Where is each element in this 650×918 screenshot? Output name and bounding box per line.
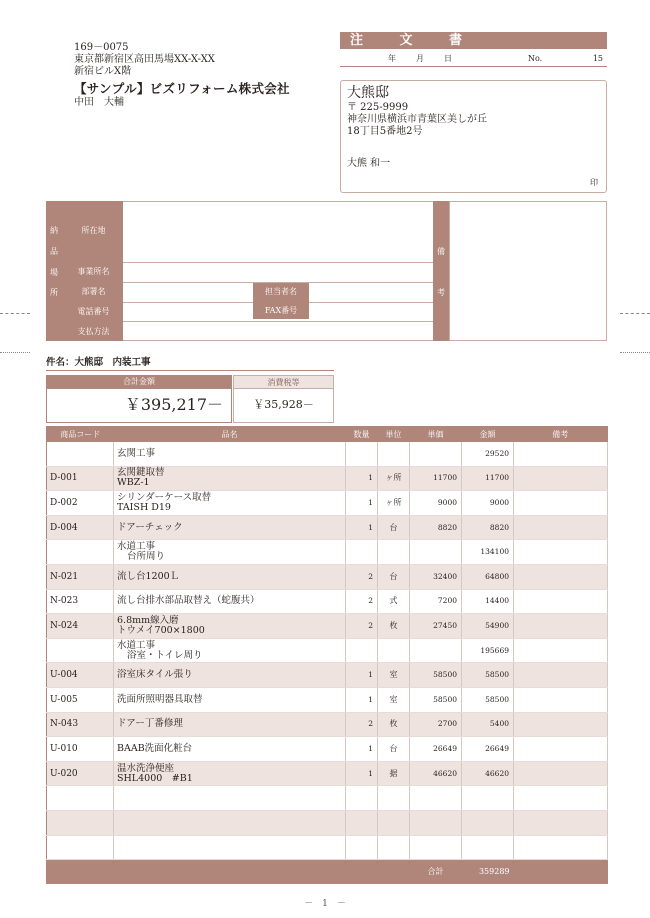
cell-quantity: 1 — [346, 515, 378, 540]
table-row — [47, 638, 608, 663]
cell-amount: 14400 — [462, 589, 514, 614]
cell-item-name — [114, 515, 346, 540]
delivery-section — [46, 201, 607, 341]
cell-unit — [378, 638, 410, 663]
table-header-row — [47, 427, 608, 442]
item-name-line-1: 温水洗浄便座 — [117, 762, 175, 774]
footer-total-label: 合計 — [410, 860, 462, 884]
tax-value: ￥35,928－ — [233, 389, 334, 423]
delivery-fields — [123, 201, 450, 341]
item-name-line-2: WBZ-1 — [117, 477, 150, 489]
table-row — [47, 663, 608, 688]
sender-person: 中田 大輔 — [74, 97, 124, 108]
cell-amount: 29520 — [462, 442, 514, 467]
cell-item-name — [114, 761, 346, 786]
table-row — [47, 442, 608, 467]
cell-amount: 134100 — [462, 540, 514, 565]
cell-unit: 台 — [378, 515, 410, 540]
cell-code: N-024 — [47, 614, 114, 639]
cell-code: N-021 — [47, 564, 114, 589]
cell-item-name — [114, 614, 346, 639]
cell-amount: 195669 — [462, 638, 514, 663]
table-row — [47, 810, 608, 835]
cell-code: D-001 — [47, 466, 114, 491]
cell-code: U-005 — [47, 687, 114, 712]
cell-item-name — [114, 687, 346, 712]
table-row — [47, 540, 608, 565]
cell-unit-price: 58500 — [410, 663, 462, 688]
cell-unit — [378, 835, 410, 860]
item-name-line-1: BAAB洗面化粧台 — [117, 742, 193, 754]
cell-quantity — [346, 638, 378, 663]
items-table — [46, 426, 607, 884]
cell-code: U-004 — [47, 663, 114, 688]
cell-remarks — [514, 540, 608, 565]
office-name-label: 事業所名 — [77, 267, 110, 276]
table-row — [47, 515, 608, 540]
item-name-line-2: TAISH D19 — [117, 501, 171, 513]
table-row — [47, 737, 608, 762]
table-row — [47, 564, 608, 589]
cell-remarks — [514, 491, 608, 516]
cell-unit-price — [410, 442, 462, 467]
header-unit-price: 単価 — [410, 427, 462, 442]
sender-company: 【サンプル】ビズリフォーム株式会社 — [74, 81, 290, 96]
delivery-vert-char: 所 — [50, 288, 58, 297]
delivery-vert-char: 納 — [50, 226, 58, 235]
item-name-line-1: 流し台1200Ｌ — [117, 570, 180, 582]
cell-unit-price: 11700 — [410, 466, 462, 491]
cell-unit: ヶ所 — [378, 466, 410, 491]
cell-quantity — [346, 540, 378, 565]
cell-unit-price: 58500 — [410, 687, 462, 712]
recipient-postal: 〒 225-9999 — [347, 102, 409, 113]
number-value: 15 — [592, 54, 603, 63]
cell-code: U-010 — [47, 737, 114, 762]
item-name-line-2: 浴室・トイレ周り — [127, 649, 203, 661]
cell-quantity — [346, 835, 378, 860]
delivery-vert-char: 場 — [50, 268, 58, 277]
cell-quantity: 1 — [346, 491, 378, 516]
item-name-line-1: 水道工事 — [117, 541, 156, 553]
cell-unit: 台 — [378, 737, 410, 762]
field-divider — [123, 321, 450, 322]
cell-unit: 室 — [378, 663, 410, 688]
header-code: 商品コード — [47, 427, 114, 442]
remarks-header — [433, 201, 449, 341]
cell-remarks — [514, 687, 608, 712]
recipient-address-1: 神奈川県横浜市青葉区美しが丘 — [347, 114, 487, 125]
delivery-vert-char: 品 — [50, 247, 58, 256]
table-row — [47, 761, 608, 786]
cell-item-name — [114, 540, 346, 565]
cell-amount: 11700 — [462, 466, 514, 491]
cell-quantity: 2 — [346, 712, 378, 737]
table-row — [47, 589, 608, 614]
cell-code — [47, 540, 114, 565]
table-row — [47, 786, 608, 811]
cell-remarks — [514, 442, 608, 467]
cell-amount: 54900 — [462, 614, 514, 639]
cell-amount: 58500 — [462, 687, 514, 712]
header-amount: 金額 — [462, 427, 514, 442]
cell-amount: 46620 — [462, 761, 514, 786]
cell-quantity: 1 — [346, 737, 378, 762]
cell-item-name — [114, 786, 346, 811]
remarks-box — [449, 201, 607, 341]
cell-quantity: 1 — [346, 687, 378, 712]
footer-total-value: 359289 — [462, 860, 514, 884]
sender-address-1: 東京都新宿区高田馬場XX-X-XX — [74, 54, 215, 65]
subject-line: 件名：大熊邸 内装工事 — [46, 357, 334, 371]
cell-unit — [378, 442, 410, 467]
date-row — [340, 52, 607, 67]
recipient-person: 大熊 和一 — [347, 158, 391, 169]
table-row — [47, 687, 608, 712]
item-name-line-1: 洗面所照明器具取替 — [117, 693, 203, 705]
contact-fax-labels — [253, 283, 309, 319]
item-name-line-1: 6.8mm線入磨 — [117, 614, 179, 626]
total-amount-label: 合計金額 — [46, 375, 232, 389]
cell-remarks — [514, 810, 608, 835]
month-label: 月 — [416, 54, 424, 63]
item-name-line-1: 玄関鍵取替 — [117, 467, 165, 479]
item-name-line-1: ドアー丁番修理 — [117, 718, 183, 730]
cell-amount: 5400 — [462, 712, 514, 737]
item-name-line-2: SHL4000 #B1 — [117, 772, 193, 784]
cell-code: D-004 — [47, 515, 114, 540]
page-number: － 1 － — [304, 899, 346, 909]
payment-method-label: 支払方法 — [77, 327, 110, 336]
cell-unit-price — [410, 835, 462, 860]
cell-amount: 26649 — [462, 737, 514, 762]
item-name-line-1: シリンダーケース取替 — [117, 491, 212, 503]
cell-item-name — [114, 712, 346, 737]
sender-postal: 169－0075 — [74, 42, 129, 53]
cell-unit: 据 — [378, 761, 410, 786]
cell-remarks — [514, 589, 608, 614]
cell-unit: 室 — [378, 687, 410, 712]
day-label: 日 — [444, 54, 452, 63]
item-name-line-1: 水道工事 — [117, 639, 156, 651]
cell-code: N-043 — [47, 712, 114, 737]
document-title: 注 文 書 — [340, 32, 607, 49]
total-amount-value: ￥395,217－ — [46, 389, 232, 423]
cell-code: D-002 — [47, 491, 114, 516]
item-name-line-1: 玄関工事 — [117, 447, 156, 459]
recipient-address-2: 18丁目5番地2号 — [347, 126, 423, 137]
sender-address-2: 新宿ビルX階 — [74, 66, 132, 77]
cut-mark — [0, 313, 30, 314]
delivery-location-header — [46, 201, 64, 341]
cell-remarks — [514, 737, 608, 762]
cell-item-name — [114, 663, 346, 688]
sender-block — [74, 42, 334, 109]
contact-person-label: 担当者名 — [265, 287, 297, 296]
cell-unit-price — [410, 786, 462, 811]
cell-unit-price: 27450 — [410, 614, 462, 639]
year-label: 年 — [388, 54, 396, 63]
cell-unit-price: 32400 — [410, 564, 462, 589]
cell-item-name — [114, 589, 346, 614]
cell-remarks — [514, 515, 608, 540]
remarks-vert-char: 備 — [437, 247, 445, 256]
item-name-line-1: 浴室床タイル張り — [117, 669, 193, 681]
recipient-name: 大熊邸 — [347, 85, 389, 101]
cell-unit-price — [410, 638, 462, 663]
fold-mark — [0, 352, 30, 353]
cell-remarks — [514, 638, 608, 663]
cell-unit: 台 — [378, 564, 410, 589]
cell-quantity: 2 — [346, 564, 378, 589]
cell-quantity — [346, 810, 378, 835]
cell-item-name — [114, 564, 346, 589]
cell-unit-price: 7200 — [410, 589, 462, 614]
cell-item-name — [114, 810, 346, 835]
cell-remarks — [514, 835, 608, 860]
cell-item-name — [114, 466, 346, 491]
location-label: 所在地 — [81, 226, 106, 235]
number-label: No. — [528, 54, 543, 63]
cell-quantity — [346, 442, 378, 467]
cell-unit — [378, 810, 410, 835]
cell-item-name — [114, 737, 346, 762]
header-quantity: 数量 — [346, 427, 378, 442]
phone-label: 電話番号 — [77, 307, 110, 316]
cell-code — [47, 786, 114, 811]
item-name-line-2: トウメイ700×1800 — [117, 624, 205, 636]
recipient-box — [340, 80, 607, 193]
cell-quantity: 1 — [346, 663, 378, 688]
cell-remarks — [514, 614, 608, 639]
cell-code — [47, 638, 114, 663]
table-row — [47, 614, 608, 639]
cell-code — [47, 835, 114, 860]
cell-remarks — [514, 663, 608, 688]
cell-item-name — [114, 638, 346, 663]
cell-unit: 式 — [378, 589, 410, 614]
fold-mark — [620, 352, 650, 353]
cell-unit — [378, 540, 410, 565]
cell-amount — [462, 835, 514, 860]
table-footer-row — [47, 860, 608, 884]
cell-unit-price: 8820 — [410, 515, 462, 540]
cell-item-name — [114, 442, 346, 467]
field-divider — [123, 262, 450, 263]
cell-amount — [462, 786, 514, 811]
cut-mark — [620, 313, 650, 314]
cell-unit: 枚 — [378, 614, 410, 639]
remarks-vert-char: 考 — [437, 288, 445, 297]
cell-unit-price — [410, 540, 462, 565]
cell-remarks — [514, 786, 608, 811]
cell-remarks — [514, 564, 608, 589]
cell-quantity: 2 — [346, 614, 378, 639]
delivery-labels — [64, 201, 123, 341]
cell-amount: 64800 — [462, 564, 514, 589]
cell-unit-price: 9000 — [410, 491, 462, 516]
cell-remarks — [514, 761, 608, 786]
totals-section — [46, 375, 334, 423]
cell-code — [47, 442, 114, 467]
tax-label: 消費税等 — [233, 375, 334, 389]
cell-amount: 8820 — [462, 515, 514, 540]
cell-unit: 枚 — [378, 712, 410, 737]
cell-unit — [378, 786, 410, 811]
seal-mark: 印 — [590, 178, 598, 187]
cell-item-name — [114, 491, 346, 516]
department-label: 部署名 — [81, 287, 106, 296]
cell-remarks — [514, 712, 608, 737]
cell-unit-price: 46620 — [410, 761, 462, 786]
cell-quantity: 2 — [346, 589, 378, 614]
cell-quantity — [346, 786, 378, 811]
cell-quantity: 1 — [346, 761, 378, 786]
cell-code — [47, 810, 114, 835]
cell-amount: 9000 — [462, 491, 514, 516]
item-name-line-2: 台所周り — [127, 551, 166, 563]
item-name-line-1: ドアーチェック — [117, 521, 183, 533]
table-row — [47, 491, 608, 516]
cell-quantity: 1 — [346, 466, 378, 491]
cell-code: N-023 — [47, 589, 114, 614]
fax-label: FAX番号 — [264, 306, 298, 315]
cell-item-name — [114, 835, 346, 860]
cell-unit: ヶ所 — [378, 491, 410, 516]
table-row — [47, 466, 608, 491]
cell-unit-price — [410, 810, 462, 835]
header-unit: 単位 — [378, 427, 410, 442]
cell-remarks — [514, 466, 608, 491]
table-row — [47, 835, 608, 860]
table-row — [47, 712, 608, 737]
header-item-name: 品名 — [114, 427, 346, 442]
header-remarks: 備考 — [514, 427, 608, 442]
cell-amount: 58500 — [462, 663, 514, 688]
item-name-line-1: 流し台排水部品取替え（蛇腹共） — [117, 595, 260, 607]
cell-amount — [462, 810, 514, 835]
cell-unit-price: 26649 — [410, 737, 462, 762]
cell-code: U-020 — [47, 761, 114, 786]
cell-unit-price: 2700 — [410, 712, 462, 737]
